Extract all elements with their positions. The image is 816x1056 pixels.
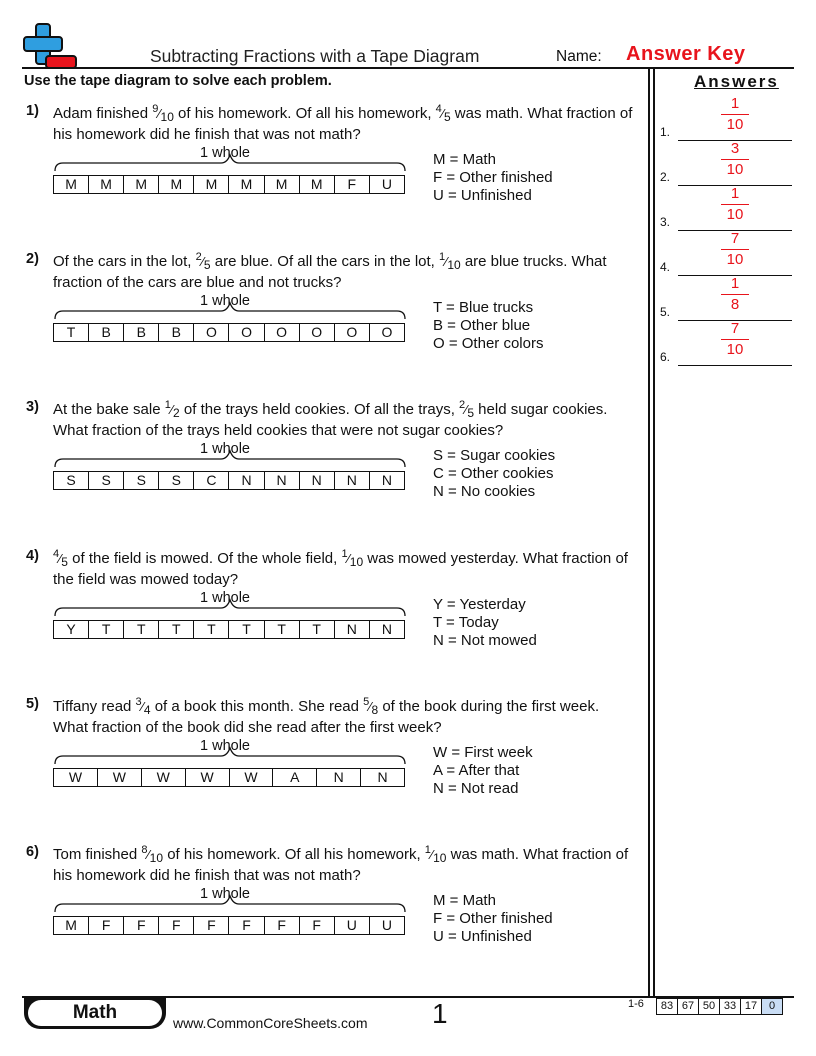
answer-number: 3. (660, 215, 671, 229)
score-table (656, 998, 783, 1015)
tape-cell: U (334, 917, 369, 934)
tape-cell: W (229, 769, 273, 786)
tape-cell: M (299, 176, 334, 193)
answer-numerator: 1 (730, 275, 740, 292)
tape-cell: N (360, 769, 404, 786)
answer-row (660, 320, 794, 368)
problem (26, 696, 636, 826)
score-cell: 67 (677, 999, 698, 1014)
tape-cell: C (193, 472, 228, 489)
legend: M = Math F = Other finished U = Unfinished (433, 151, 553, 204)
problem-text: Tom finished $^8⁄_{10}$ of his homework. Of all his homework, $^1⁄_{10}$ was math. What fraction of his homework did he finish that was not math? (53, 844, 629, 884)
tape-cell: T (158, 621, 193, 638)
tape-cell: F (158, 917, 193, 934)
legend: W = First week A = After that N = Not read (433, 744, 533, 797)
tape-cell: M (123, 176, 158, 193)
score-cell: 17 (740, 999, 761, 1014)
answer-denominator: 10 (726, 341, 744, 358)
answer-fraction (722, 230, 748, 269)
answer-number: 2. (660, 170, 671, 184)
tape-cell: T (228, 621, 263, 638)
tape-cell: B (88, 324, 123, 341)
answer-numerator: 3 (730, 140, 740, 157)
tape-diagram (53, 916, 405, 935)
answer-numerator: 7 (730, 320, 740, 337)
tape-cell: T (66, 324, 76, 340)
tape-cell: N (264, 472, 299, 489)
answers-heading: Answers (694, 72, 779, 91)
tape-cell: O (299, 324, 334, 341)
answer-denominator: 10 (726, 116, 744, 133)
problem (26, 251, 636, 381)
tape-cell: Y (66, 621, 76, 637)
plus-minus-logo-icon (22, 22, 78, 72)
site-url: www.CommonCoreSheets.com (173, 1015, 368, 1031)
tape-cell: M (158, 176, 193, 193)
whole-label: 1 whole (200, 441, 250, 457)
tape-cell: S (158, 472, 193, 489)
legend: M = Math F = Other finished U = Unfinished (433, 892, 553, 945)
tape-cell: T (299, 621, 334, 638)
whole-label: 1 whole (200, 590, 250, 606)
tape-cell: M (65, 917, 77, 933)
tape-cell: F (334, 176, 369, 193)
tape-cell: T (88, 621, 123, 638)
problem-range: 1-6 (628, 998, 644, 1010)
answer-row (660, 140, 794, 188)
tape-cell: T (123, 621, 158, 638)
answer-key-label: Answer Key (626, 43, 746, 65)
answer-line (678, 365, 792, 366)
tape-cell: S (66, 472, 76, 488)
tape-cell: N (334, 472, 369, 489)
score-cell: 0 (761, 999, 782, 1014)
tape-cell: O (369, 324, 404, 341)
answer-row (660, 275, 794, 323)
problem-text: Adam finished $^9⁄_{10}$ of his homework. Of all his homework, $^4⁄_5$ was math. What fraction of his homework did he finish that was not math? (53, 103, 633, 143)
header-divider (22, 67, 794, 69)
answer-row (660, 95, 794, 143)
tape-diagram (53, 175, 405, 194)
name-label: Name: (556, 48, 602, 65)
tape-cell: O (264, 324, 299, 341)
answer-fraction (722, 320, 748, 359)
tape-cell: M (88, 176, 123, 193)
legend: T = Blue trucks B = Other blue O = Other colors (433, 299, 544, 352)
answer-fraction (722, 185, 748, 224)
answer-denominator: 10 (726, 251, 744, 268)
score-cell: 50 (698, 999, 719, 1014)
subject-badge: Math (28, 1000, 162, 1026)
tape-cell: F (264, 917, 299, 934)
answer-fraction (722, 275, 748, 314)
problem (26, 103, 636, 233)
tape-cell: A (272, 769, 316, 786)
tape-diagram (53, 768, 405, 787)
instructions: Use the tape diagram to solve each problem. (24, 73, 332, 89)
answer-fraction (722, 140, 748, 179)
tape-cell: W (141, 769, 185, 786)
whole-label: 1 whole (200, 738, 250, 754)
tape-cell: O (228, 324, 263, 341)
score-cell: 33 (719, 999, 740, 1014)
answer-row (660, 185, 794, 233)
tape-cell: B (123, 324, 158, 341)
tape-cell: N (299, 472, 334, 489)
answer-column-divider-inner (653, 67, 655, 997)
answer-number: 4. (660, 260, 671, 274)
tape-cell: U (369, 917, 404, 934)
answer-denominator: 10 (726, 161, 744, 178)
tape-cell: F (123, 917, 158, 934)
answer-column-divider (648, 67, 650, 997)
tape-cell: N (334, 621, 369, 638)
answer-denominator: 8 (730, 296, 740, 313)
answer-number: 6. (660, 350, 671, 364)
tape-cell: F (88, 917, 123, 934)
tape-diagram (53, 323, 405, 342)
problem-number: 6) (26, 844, 39, 860)
tape-cell: M (193, 176, 228, 193)
tape-cell: F (228, 917, 263, 934)
answer-numerator: 1 (730, 95, 740, 112)
problem-number: 1) (26, 103, 39, 119)
problem-text: $^4⁄_5$ of the field is mowed. Of the whole field, $^1⁄_{10}$ was mowed yesterday. What fraction of the field was mowed today? (53, 548, 628, 588)
problem-text: Of the cars in the lot, $^2⁄_5$ are blue. Of all the cars in the lot, $^1⁄_{10}$ are blue trucks. What fraction of the cars are blue and not trucks? (53, 251, 607, 291)
page-title: Subtracting Fractions with a Tape Diagram (150, 46, 480, 66)
score-cell: 83 (660, 1000, 674, 1012)
problem-number: 4) (26, 548, 39, 564)
tape-diagram (53, 471, 405, 490)
problem-text: Tiffany read $^3⁄_4$ of a book this month. She read $^5⁄_8$ of the book during the first week. What fraction of the book did she read after the first week? (53, 696, 600, 736)
problem-text: At the bake sale $^1⁄_2$ of the trays held cookies. Of all the trays, $^2⁄_5$ held sugar cookies. What fraction of the trays held cookies that were not sugar cookies? (53, 399, 608, 439)
answer-denominator: 10 (726, 206, 744, 223)
whole-label: 1 whole (200, 886, 250, 902)
page-number: 1 (432, 998, 448, 1029)
tape-cell: B (158, 324, 193, 341)
tape-cell: W (185, 769, 229, 786)
tape-cell: W (97, 769, 141, 786)
problem (26, 844, 636, 974)
problem-number: 5) (26, 696, 39, 712)
answer-number: 1. (660, 125, 671, 139)
answer-numerator: 7 (730, 230, 740, 247)
tape-cell: F (193, 917, 228, 934)
answer-number: 5. (660, 305, 671, 319)
tape-cell: M (264, 176, 299, 193)
tape-cell: U (369, 176, 404, 193)
tape-cell: N (316, 769, 360, 786)
tape-cell: N (369, 621, 404, 638)
tape-cell: N (228, 472, 263, 489)
problem-number: 2) (26, 251, 39, 267)
tape-cell: M (228, 176, 263, 193)
tape-cell: T (193, 621, 228, 638)
legend: Y = Yesterday T = Today N = Not mowed (433, 596, 537, 649)
tape-cell: S (123, 472, 158, 489)
tape-cell: O (193, 324, 228, 341)
tape-cell: S (88, 472, 123, 489)
answer-fraction (722, 95, 748, 134)
tape-cell: W (68, 769, 83, 785)
tape-cell: F (299, 917, 334, 934)
problem (26, 399, 636, 529)
problem-number: 3) (26, 399, 39, 415)
whole-label: 1 whole (200, 145, 250, 161)
tape-cell: O (334, 324, 369, 341)
tape-cell: M (65, 176, 77, 192)
tape-cell: T (264, 621, 299, 638)
tape-cell: N (369, 472, 404, 489)
problem (26, 548, 636, 678)
whole-label: 1 whole (200, 293, 250, 309)
tape-diagram (53, 620, 405, 639)
answer-numerator: 1 (730, 185, 740, 202)
answer-row (660, 230, 794, 278)
legend: S = Sugar cookies C = Other cookies N = No cookies (433, 447, 556, 500)
